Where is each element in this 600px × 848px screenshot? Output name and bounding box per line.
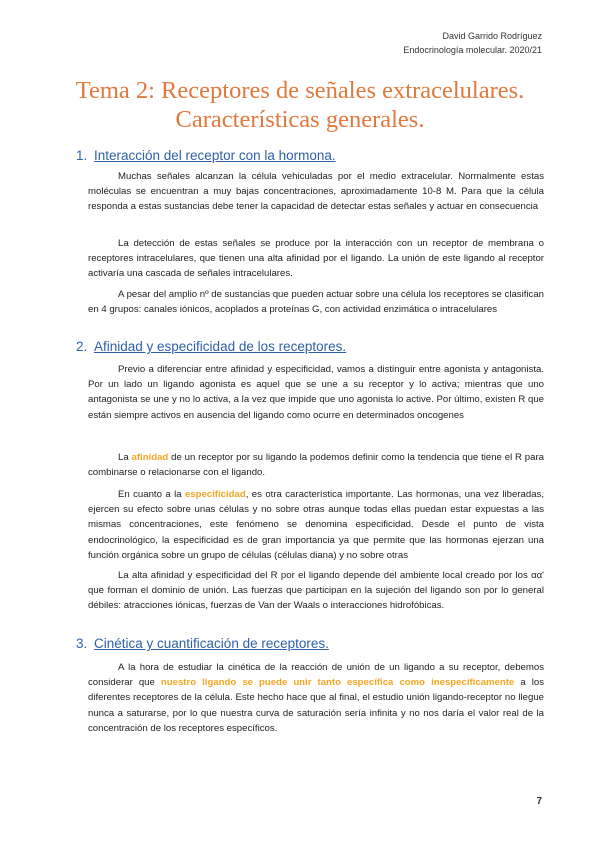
highlight-ligando: nuestro ligando se puede unir tanto específica como inespecíficamente [160, 677, 515, 689]
section-1-paragraph-1: Muchas señales alcanzan la célula vehiculadas por el medio extracelular. Normalmente estas moléculas se encuentran a muy bajas concentraciones, aproximadamente 10-8 M. Para que la célula responda a estas sustancias debe tener la capacidad de detectar estas señales y actuar en consecuencia [88, 171, 544, 213]
page-title: Tema 2: Receptores de señales extracelulares. Características generales. [75, 77, 525, 133]
section-2-title: Afinidad y especificidad de los receptores. [94, 339, 347, 354]
header-course: Endocrinología molecular. 2020/21 [403, 45, 542, 55]
section-2-paragraph-3: En cuanto a la especificidad, es otra característica importante. Las hormonas, una vez liberadas, ejercen su efecto sobre unas células y no sobre otras aunque todas ellas puedan estar expuestas a las mismas concentraciones, este fenómeno se denomina especificidad. Desde el punto de vista endocrinológico, la especificidad es de gran importancia ya que permite que las hormonas ejerzan una función orgánica sobre un grupo de células (células diana) y no sobre otras [88, 489, 544, 561]
section-3-title: Cinética y cuantificación de receptores. [94, 636, 329, 651]
section-1-paragraph-3: A pesar del amplio nº de sustancias que pueden actuar sobre una célula los receptores se clasifican en 4 grupos: canales iónicos, acoplados a proteínas G, con actividad enzimática o intracelulares [88, 289, 544, 316]
section-2-number: 2. [76, 339, 88, 354]
highlight-especificidad: especificidad [184, 489, 246, 500]
section-1-title: Interacción del receptor con la hormona. [94, 148, 336, 163]
page-header [403, 29, 542, 57]
section-1-number: 1. [76, 148, 88, 163]
header-author: David Garrido Rodríguez [442, 31, 542, 41]
section-1-paragraph-2: La detección de estas señales se produce por la interacción con un receptor de membrana o receptores intracelulares, que tienen una alta afinidad por el ligando. La unión de este ligando al receptor activaría una cascada de señales intracelulares. [88, 238, 544, 280]
section-2-paragraph-4: La alta afinidad y especificidad del R por el ligando depende del ambiente local creado por los αα' que forman el dominio de unión. Las fuerzas que participan en la sujeción del ligando son por lo general débiles: atracciones iónicas, fuerzas de Van der Waals o interacciones hidrofóbicas. [88, 570, 544, 612]
section-2-paragraph-1: Previo a diferenciar entre afinidad y especificidad, vamos a distinguir entre agonista y antagonista. Por un lado un ligando agonista es aquel que se une a su receptor y lo activa; mientras que uno antagonista se une y no lo activa, a la vez que impide que uno agonista lo active. Por último, existen R que están siempre activos en ausencia del ligando como ocurre en determinados oncogenes [88, 364, 544, 421]
highlight-afinidad: afinidad [131, 452, 169, 463]
section-1-heading [76, 148, 336, 163]
section-2-heading [76, 339, 346, 354]
section-3-number: 3. [76, 636, 88, 651]
section-3-heading [76, 636, 329, 651]
section-2-paragraph-2: La afinidad de un receptor por su ligando la podemos definir como la tendencia que tiene el R para combinarse o relacionarse con el ligando. [88, 452, 544, 479]
page-number: 7 [536, 796, 542, 807]
section-3-paragraph-1: A la hora de estudiar la cinética de la reacción de unión de un ligando a su receptor, debemos considerar que nuestro ligando se puede unir tanto específica como inespecíficamente a los diferentes receptores de la célula. Este hecho hace que al final, el estudio unión ligando-receptor no llegue nunca a saturarse, por lo que nuestra curva de saturación sería infinita y no nos daría el valor real de la concentración de los receptores específicos. [88, 662, 544, 734]
